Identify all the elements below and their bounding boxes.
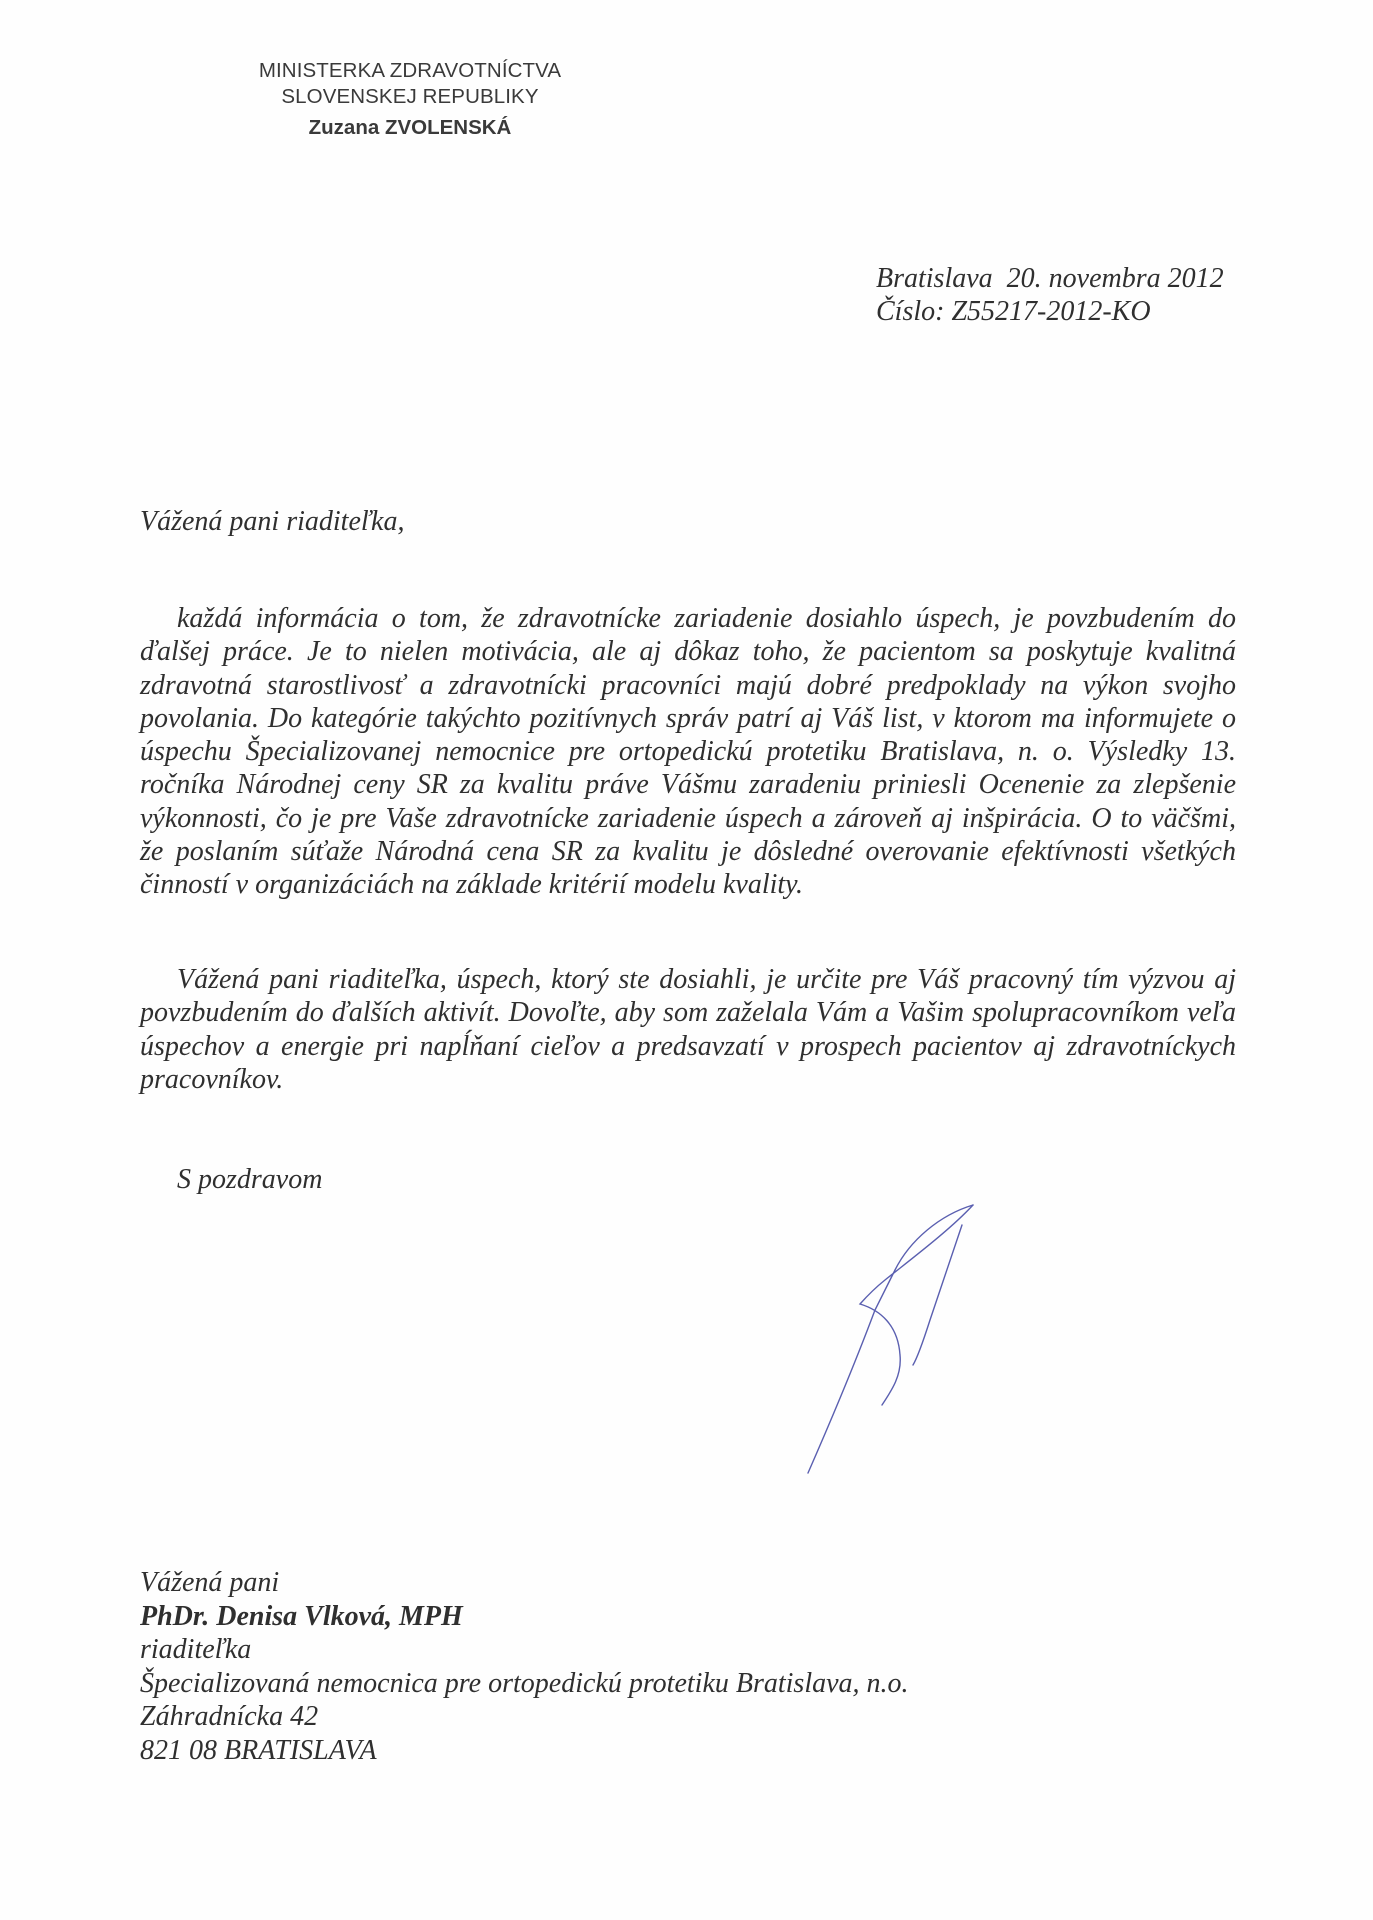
letterhead [225,58,595,141]
letterhead-office: MINISTERKA ZDRAVOTNÍCTVA [258,59,562,82]
body-paragraph-2: Vážená pani riaditeľka, úspech, ktorý ste dosiahli, je určite pre Váš pracovný tím výzvou aj povzbudením do ďalších aktivít. Dovoľte, aby som zaželala Vám a Vašim spolupracovníkom veľa úspechov a energie pri napĺňaní cieľov a predsavzatí v prospech pacientov aj zdravotníckych pracovníkov. [140,964,1236,1095]
letterhead-country: SLOVENSKEJ REPUBLIKY [281,85,539,108]
addressee-title: riaditeľka [140,1634,252,1665]
salutation: Vážená pani riaditeľka, [140,506,405,537]
addressee-name: PhDr. Denisa Vlková, MPH [140,1600,463,1632]
reference-block [876,262,1224,328]
addressee-greeting: Vážená pani [140,1567,280,1598]
signature-stroke [913,1225,962,1365]
addressee-block [140,1566,909,1767]
place-date: Bratislava 20. novembra 2012 [876,263,1224,294]
closing: S pozdravom [177,1164,323,1195]
addressee-street: Záhradnícka 42 [140,1701,319,1732]
addressee-city: 821 08 BRATISLAVA [140,1734,377,1766]
body-paragraph-1: každá informácia o tom, že zdravotnícke zariadenie dosiahlo úspech, je povzbudením do ďalšej práce. Je to nielen motivácia, ale aj dôkaz toho, že pacientom sa poskytuje kvalitná zdravotná starostlivosť a zdravotnícki pracovníci majú dobré predpoklady na výkon svojho povolania. Do kategórie takýchto pozitívnych správ patrí aj Váš list, v ktorom ma informujete o úspechu Špecializovanej nemocnice pre ortopedickú protetiku Bratislava, n. o. Výsledky 13. ročníka Národnej ceny SR za kvalitu práve Vášmu zaradeniu priniesli Ocenenie za zlepšenie výkonnosti, čo je pre Vaše zdravotnícke zariadenie úspech a zároveň aj inšpirácia. O to väčšmi, že poslaním súťaže Národná cena SR za kvalitu je dôsledné overovanie efektívnosti všetkých činností v organizáciách na základe kritérií modelu kvality. [140,603,1236,901]
addressee-organization: Špecializovaná nemocnica pre ortopedickú protetiku Bratislava, n.o. [140,1667,909,1699]
reference-number: Číslo: Z55217-2012-KO [876,296,1151,327]
letterhead-minister-name: Zuzana ZVOLENSKÁ [308,116,512,139]
signature-stroke [808,1205,973,1473]
handwritten-signature-icon [780,1160,1000,1500]
